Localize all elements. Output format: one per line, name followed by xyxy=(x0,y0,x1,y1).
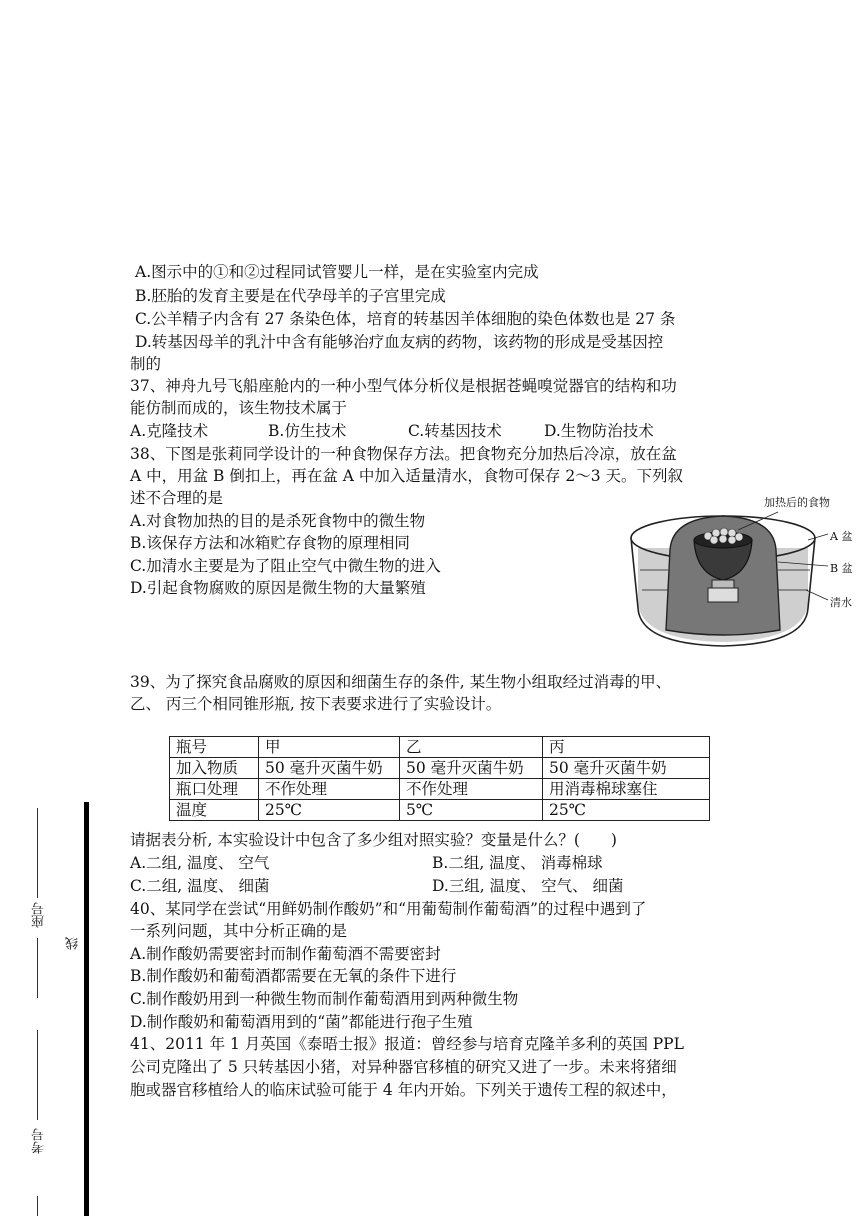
table-cell: 丙 xyxy=(543,737,710,758)
table-cell: 25℃ xyxy=(543,800,710,821)
q36-option-d-cont: 制的 xyxy=(130,355,162,373)
table-cell: 温度 xyxy=(170,800,259,821)
seat-no-blank-lower xyxy=(37,938,38,998)
table-cell: 5℃ xyxy=(400,800,543,821)
binding-rule xyxy=(84,802,89,1216)
q39-stem-line1: 39、为了探究食品腐败的原因和细菌生存的条件, 某生物小组取经过消毒的甲、 xyxy=(130,673,672,691)
q37-stem-line2: 能仿制而成的，该生物技术属于 xyxy=(130,399,348,417)
q41-stem-line3: 胞或器官移植给人的临床试验可能于 4 年内开始。下列关于遗传工程的叙述中， xyxy=(130,1081,677,1099)
q39-option-a: A.二组, 温度、 空气 xyxy=(130,854,270,872)
q40-option-d: D.制作酸奶和葡萄酒用到的“菌”都能进行孢子生殖 xyxy=(130,1013,473,1031)
q40-option-b: B.制作酸奶和葡萄酒都需要在无氧的条件下进行 xyxy=(130,967,457,985)
q38-option-c: C.加清水主要是为了阻止空气中微生物的进入 xyxy=(130,557,441,575)
q41-stem-line2: 公司克隆出了 5 只转基因小猪，对异种器官移植的研究又进了一步。未来将猪细 xyxy=(130,1058,677,1076)
q37-stem-line1: 37、神舟九号飞船座舱内的一种小型气体分析仪是根据苍蝇嗅觉器官的结构和功 xyxy=(130,377,677,395)
table-cell: 瓶口处理 xyxy=(170,779,259,800)
q38-stem-line3: 述不合理的是 xyxy=(130,489,224,507)
table-cell: 用消毒棉球塞住 xyxy=(543,779,710,800)
q38-option-a: A.对食物加热的目的是杀死食物中的微生物 xyxy=(130,512,426,530)
line-mark-label: 线 xyxy=(66,937,81,950)
q40-stem-line2: 一系列问题，其中分析正确的是 xyxy=(130,922,348,940)
q39-option-d: D.三组, 温度、 空气、 细菌 xyxy=(432,877,624,895)
q39-options-row1 xyxy=(130,853,730,873)
experiment-table xyxy=(169,736,710,821)
q41-stem-line1: 41、2011 年 1 月英国《泰晤士报》报道：曾经参与培育克隆羊多利的英国 PPL xyxy=(130,1035,684,1053)
q39-question: 请据表分析, 本实验设计中包含了多少组对照实验？变量是什么？( ) xyxy=(130,831,617,849)
table-cell: 瓶号 xyxy=(170,737,259,758)
q37-option-d: D.生物防治技术 xyxy=(544,422,654,440)
q37-option-a: A.克隆技术 xyxy=(130,422,209,440)
q40-option-a: A.制作酸奶需要密封而制作葡萄酒不需要密封 xyxy=(130,945,441,963)
q37-option-b: B.仿生技术 xyxy=(268,422,347,440)
table-row xyxy=(170,758,710,779)
table-cell: 50 毫升灭菌牛奶 xyxy=(543,758,710,779)
table-cell: 25℃ xyxy=(259,800,400,821)
q38-option-b: B.该保存方法和冰箱贮存食物的原理相同 xyxy=(130,534,410,552)
q36-option-b: B.胚胎的发育主要是在代孕母羊的子宫里完成 xyxy=(135,287,446,305)
basin-diagram xyxy=(628,490,860,650)
table-cell: 加入物质 xyxy=(170,758,259,779)
label-water: 清水 xyxy=(830,596,852,609)
q36-option-a: A.图示中的①和②过程同试管婴儿一样，是在实验室内完成 xyxy=(135,263,539,281)
q36-option-c: C.公羊精子内含有 27 条染色体，培育的转基因羊体细胞的染色体数也是 27 条 xyxy=(135,310,676,328)
seat-no-blank xyxy=(37,808,38,898)
table-row xyxy=(170,737,710,758)
table-cell: 乙 xyxy=(400,737,543,758)
seat-no-label: 座号 xyxy=(32,902,47,928)
exam-no-label: 考号 xyxy=(32,1128,47,1154)
exam-no-blank xyxy=(37,1030,38,1120)
q37-option-c: C.转基因技术 xyxy=(408,422,502,440)
q36-option-d: D.转基因母羊的乳汁中含有能够治疗血友病的药物，该药物的形成是受基因控 xyxy=(135,333,664,351)
label-basin-a: A 盆 xyxy=(830,530,853,543)
q40-option-c: C.制作酸奶用到一种微生物而制作葡萄酒用到两种微生物 xyxy=(130,990,519,1008)
q37-options xyxy=(130,421,730,441)
q39-option-b: B.二组, 温度、 消毒棉球 xyxy=(432,854,603,872)
q38-option-d: D.引起食物腐败的原因是微生物的大量繁殖 xyxy=(130,579,426,597)
food-preservation-figure xyxy=(628,490,860,650)
q39-stem-line2: 乙、 丙三个相同锥形瓶, 按下表要求进行了实验设计。 xyxy=(130,695,502,713)
label-heated-food: 加热后的食物 xyxy=(764,496,830,509)
q38-stem-line1: 38、下图是张莉同学设计的一种食物保存方法。把食物充分加热后冷凉，放在盆 xyxy=(130,445,677,463)
table-cell: 不作处理 xyxy=(259,779,400,800)
table-row xyxy=(170,800,710,821)
q40-stem-line1: 40、某同学在尝试“用鲜奶制作酸奶”和“用葡萄制作葡萄酒”的过程中遇到了 xyxy=(130,900,647,918)
q39-options-row2 xyxy=(130,876,730,896)
table-row xyxy=(170,779,710,800)
table-cell: 不作处理 xyxy=(400,779,543,800)
label-basin-b: B 盆 xyxy=(830,562,853,575)
table-cell: 甲 xyxy=(259,737,400,758)
exam-no-blank-lower xyxy=(37,1196,38,1216)
q39-option-c: C.二组, 温度、 细菌 xyxy=(130,877,270,895)
table-cell: 50 毫升灭菌牛奶 xyxy=(400,758,543,779)
q38-stem-line2: A 中，用盆 B 倒扣上，再在盆 A 中加入适量清水，食物可保存 2～3 天。下列叙 xyxy=(130,467,683,485)
table-cell: 50 毫升灭菌牛奶 xyxy=(259,758,400,779)
